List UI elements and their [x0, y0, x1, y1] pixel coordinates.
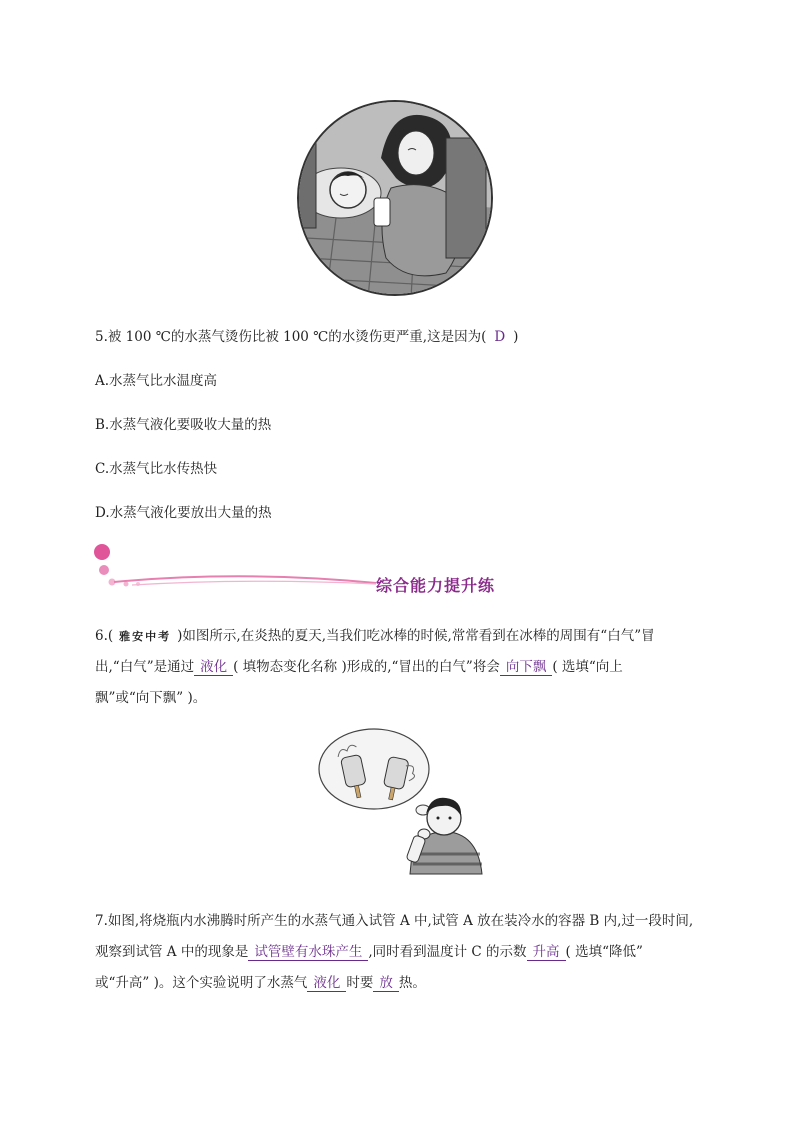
q6-source-tag: 雅安中考 [119, 630, 172, 643]
q7-line-3-b: 时要 [346, 975, 374, 991]
scald-illustration [296, 98, 494, 298]
section-title: 综合能力提升练 [376, 576, 496, 595]
q5-stem [95, 325, 518, 345]
q7-line-2-a: 观察到试管 A 中的现象是 [95, 944, 249, 960]
q7-line-2 [95, 940, 643, 960]
q6-line-2-a: 出,“白气”是通过 [95, 659, 195, 675]
q7-line-3-c: 热。 [398, 975, 426, 991]
q5-option-a: A.水蒸气比水温度高 [95, 373, 218, 389]
q5-answer: D [494, 329, 506, 345]
q7-line-3 [95, 971, 426, 991]
q6-answer-1: 液化 [194, 659, 233, 676]
q5-option-d: D.水蒸气液化要放出大量的热 [95, 505, 272, 521]
q5-option-b: B.水蒸气液化要吸收大量的热 [95, 417, 272, 433]
section-banner-decoration [92, 540, 382, 590]
q6-line-2 [95, 655, 623, 675]
q6-line-1 [95, 624, 655, 644]
q6-line-2-c: ( 选填“向上 [552, 659, 623, 675]
q7-line-3-a: 或“升高” )。这个实验说明了水蒸气 [95, 975, 308, 991]
q5-stem-prefix: 5.被 100 ℃的水蒸气烫伤比被 100 ℃的水烫伤更严重,这是因为( [95, 329, 487, 345]
popsicle-thought-illustration [318, 724, 484, 876]
q6-line-2-b: ( 填物态变化名称 )形成的,“冒出的白气”将会 [233, 659, 500, 675]
q5-stem-suffix: ) [513, 329, 519, 345]
q6-number: 6.( [95, 628, 114, 644]
q7-answer-3: 液化 [307, 975, 346, 992]
q7-answer-2: 升高 [527, 944, 566, 961]
q7-line-2-b: ,同时看到温度计 C 的示数 [368, 944, 527, 960]
q7-line-2-c: ( 选填“降低” [565, 944, 643, 960]
q6-line-3: 飘”或“向下飘” )。 [95, 690, 207, 706]
q7-answer-4: 放 [373, 975, 399, 992]
q6-answer-2: 向下飘 [500, 659, 553, 676]
q6-line-1-text: )如图所示,在炎热的夏天,当我们吃冰棒的时候,常常看到在冰棒的周围有“白气”冒 [177, 628, 655, 644]
q7-answer-1: 试管壁有水珠产生 [248, 944, 368, 961]
q5-option-c: C.水蒸气比水传热快 [95, 461, 218, 477]
q7-line-1: 7.如图,将烧瓶内水沸腾时所产生的水蒸气通入试管 A 中,试管 A 放在装冷水的容器 B 内,过一段时间, [95, 913, 694, 929]
